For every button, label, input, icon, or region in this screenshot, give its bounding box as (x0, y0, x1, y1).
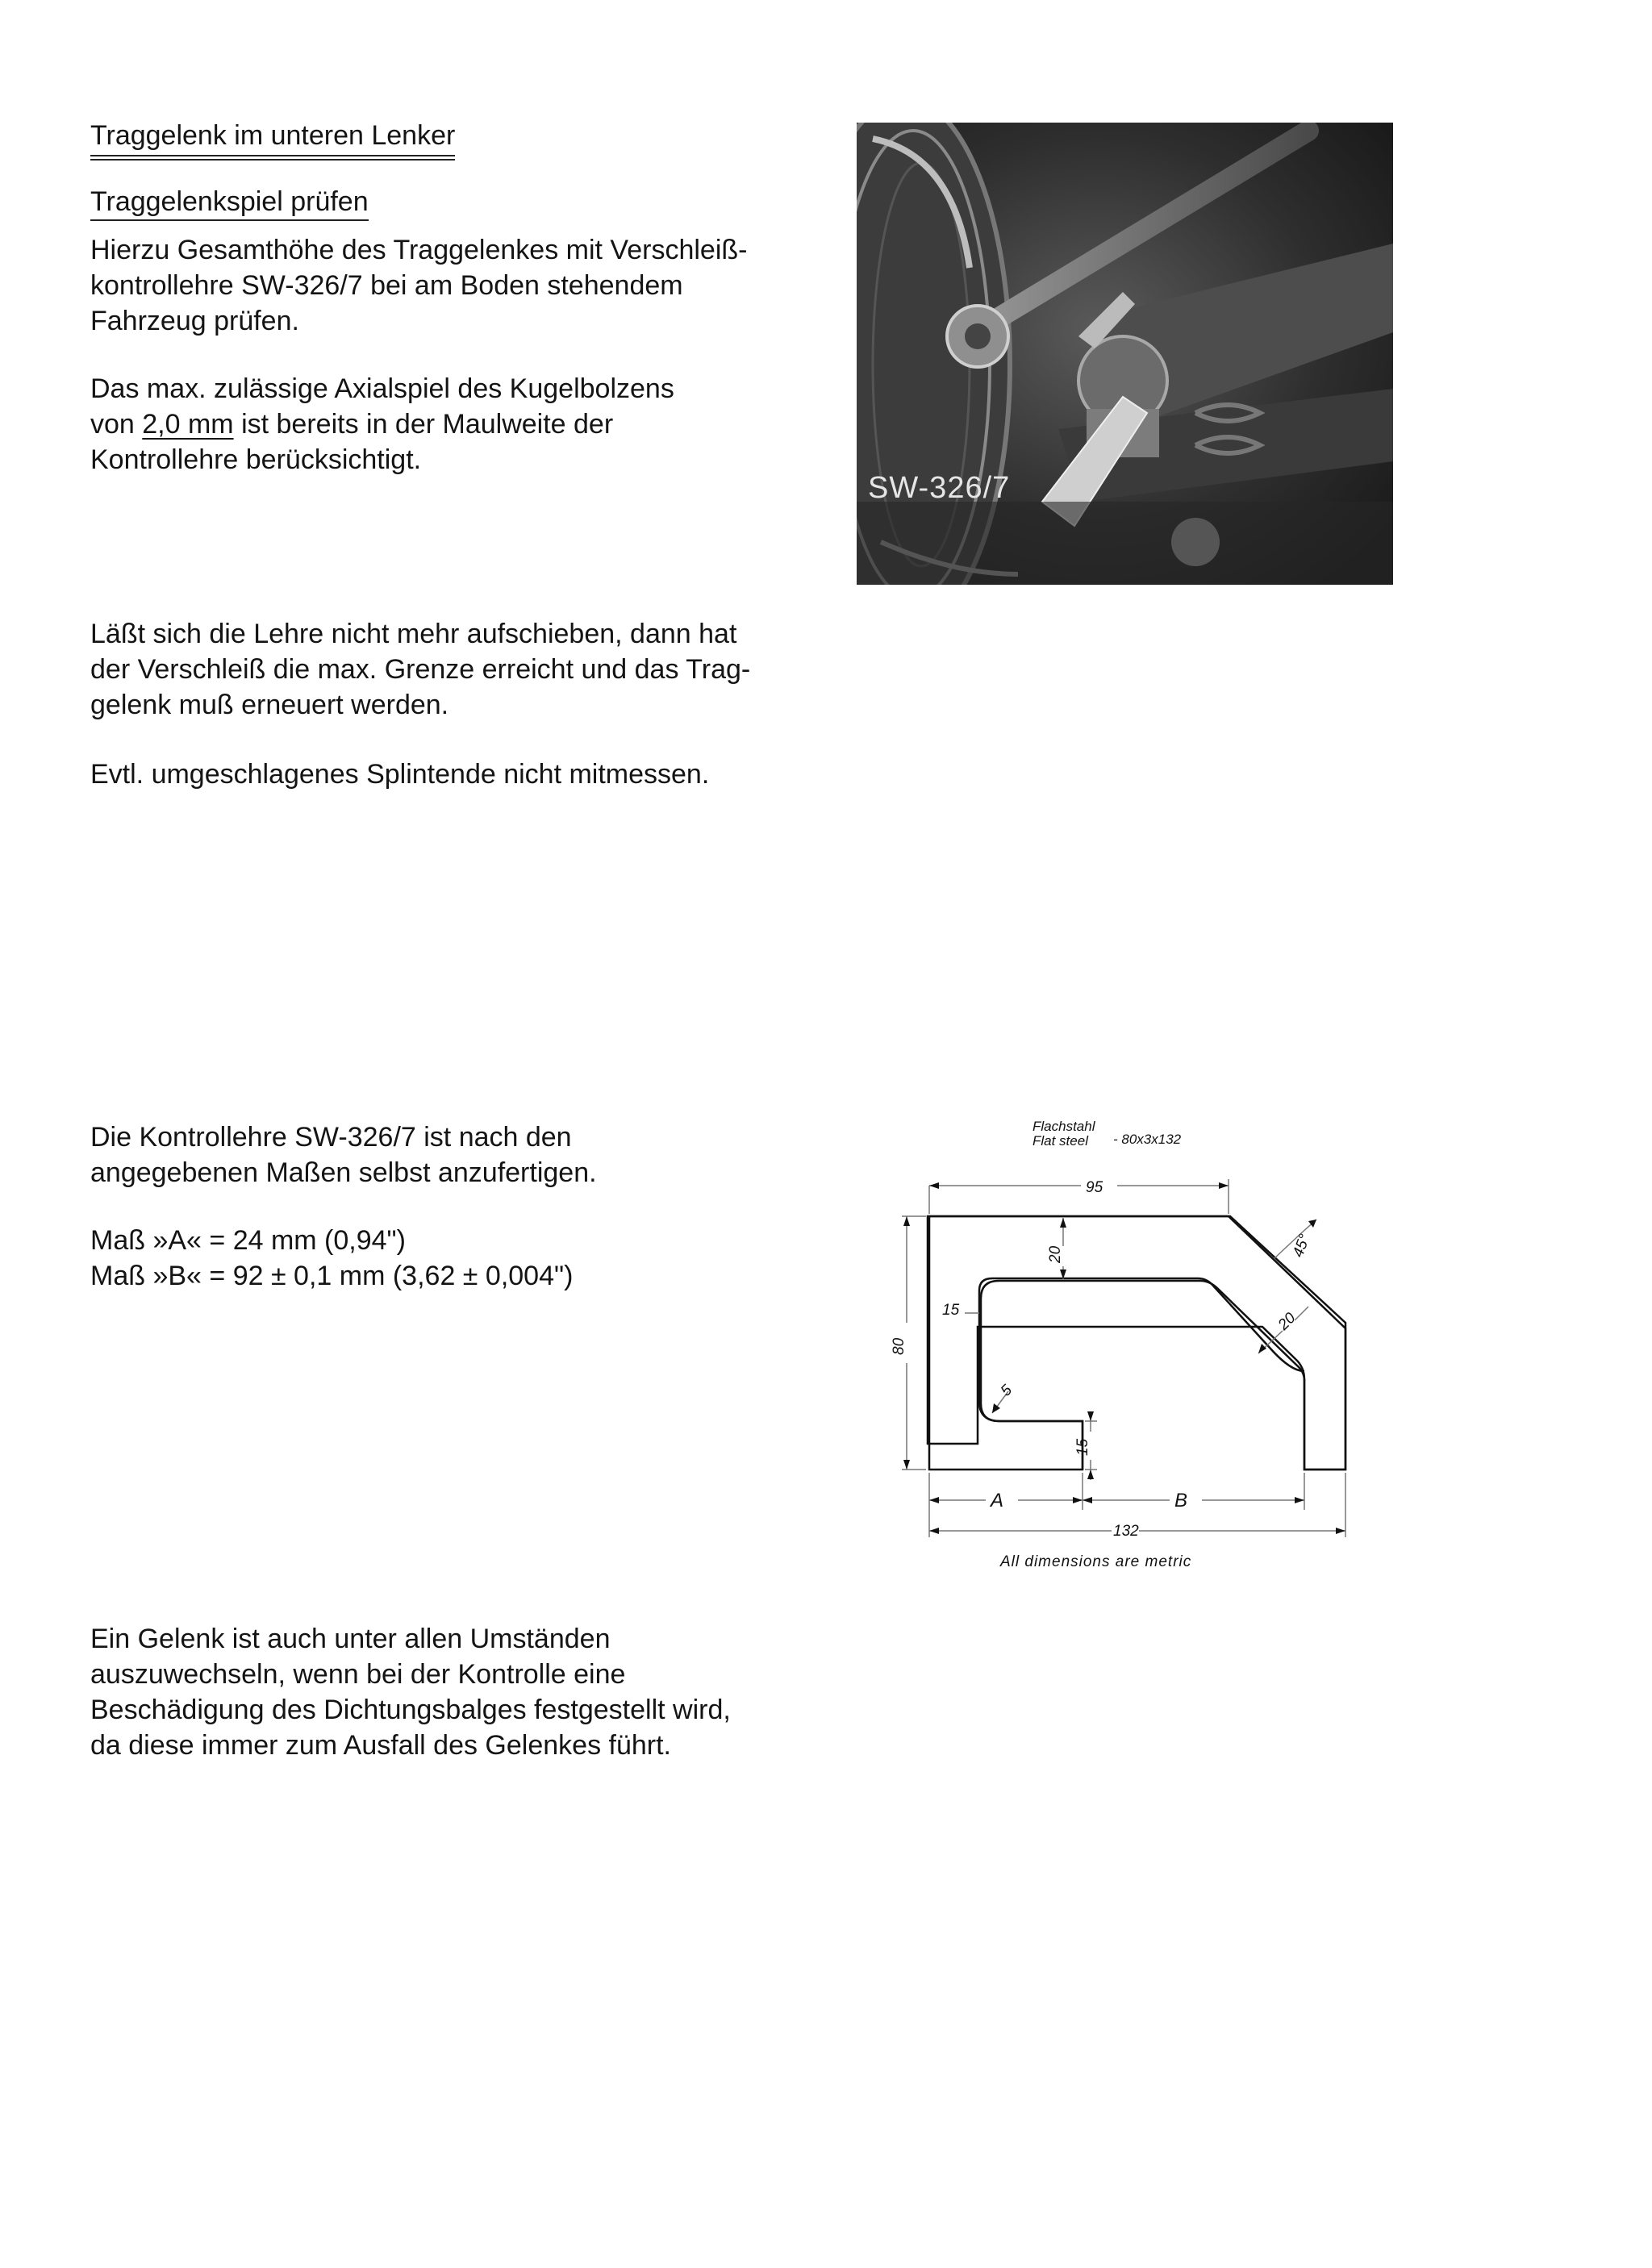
paragraph-bellows (90, 1621, 731, 1763)
paragraph-axial-play (90, 371, 674, 477)
gauge-shape (929, 1216, 1345, 1470)
gauge-outline (928, 1216, 1345, 1470)
paragraph-line: Das max. zulässige Axialspiel des Kugelbolzens (90, 373, 674, 404)
measurements (90, 1223, 573, 1294)
paragraph-line (90, 406, 674, 442)
paragraph-cotter-pin: Evtl. umgeschlagenes Splintende nicht mitmessen. (90, 759, 710, 790)
paragraph-line: angegebenen Maßen selbst anzufertigen. (90, 1157, 597, 1188)
dim-15-bottom: 15 (1074, 1438, 1091, 1456)
paragraph-line: auszuwechseln, wenn bei der Kontrolle eine (90, 1659, 626, 1690)
paragraph-gauge-check (90, 232, 747, 339)
paragraph-line: da diese immer zum Ausfall des Gelenkes führt. (90, 1730, 671, 1761)
dim-132: 132 (1113, 1523, 1139, 1540)
paragraph-line: kontrollehre SW-326/7 bei am Boden stehendem (90, 270, 683, 301)
suspension-photo (857, 123, 1393, 585)
drawing-caption: All dimensions are metric (1000, 1553, 1192, 1570)
paragraph-line: Beschädigung des Dichtungsbalges festgestellt wird, (90, 1695, 731, 1725)
axial-play-value: 2,0 mm (142, 409, 234, 440)
paragraph-line: Ein Gelenk ist auch unter allen Umständen (90, 1624, 611, 1654)
dim-80: 80 (891, 1337, 907, 1355)
section-heading: Traggelenk im unteren Lenker (90, 118, 455, 156)
gauge-label: SW-326/7 (868, 471, 1011, 505)
dim-20-radius: 20 (1274, 1309, 1299, 1334)
dim-b: B (1174, 1490, 1188, 1511)
material-label-en: Flat steel (1032, 1133, 1088, 1149)
paragraph-line: Kontrollehre berücksichtigt. (90, 444, 422, 475)
paragraph-wear-limit (90, 616, 750, 723)
paragraph-gauge-make (90, 1119, 597, 1190)
gauge-drawing-svg (887, 1105, 1371, 1589)
measure-b: Maß »B« = 92 ± 0,1 mm (3,62 ± 0,004") (90, 1261, 574, 1291)
text-fragment: ist bereits in der Maulweite der (233, 409, 614, 440)
subsection-heading: Traggelenkspiel prüfen (90, 184, 369, 221)
dim-5-radius: 5 (997, 1382, 1016, 1400)
measure-a: Maß »A« = 24 mm (0,94") (90, 1225, 406, 1256)
dim-15-left: 15 (942, 1302, 960, 1319)
paragraph-line: der Verschleiß die max. Grenze erreicht und das Trag- (90, 654, 751, 685)
paragraph-line: Fahrzeug prüfen. (90, 306, 299, 336)
paragraph-line: Die Kontrollehre SW-326/7 ist nach den (90, 1122, 572, 1153)
paragraph-line: Hierzu Gesamthöhe des Traggelenkes mit Verschleiß- (90, 235, 748, 265)
dim-45-deg: 45° (1289, 1232, 1314, 1260)
gauge-drawing (887, 1105, 1371, 1589)
gauge-inner-cut (979, 1278, 1304, 1470)
material-label-de: Flachstahl (1032, 1119, 1095, 1134)
paragraph-line: gelenk muß erneuert werden. (90, 690, 449, 720)
dim-20-top: 20 (1047, 1245, 1064, 1263)
dim-a: A (991, 1490, 1004, 1511)
dim-95: 95 (1086, 1179, 1103, 1196)
text-fragment: von (90, 409, 143, 440)
paragraph-line: Läßt sich die Lehre nicht mehr aufschieben, dann hat (90, 619, 737, 649)
material-dimensions: - 80x3x132 (1113, 1132, 1182, 1147)
suspension-photo-art (857, 123, 1393, 585)
